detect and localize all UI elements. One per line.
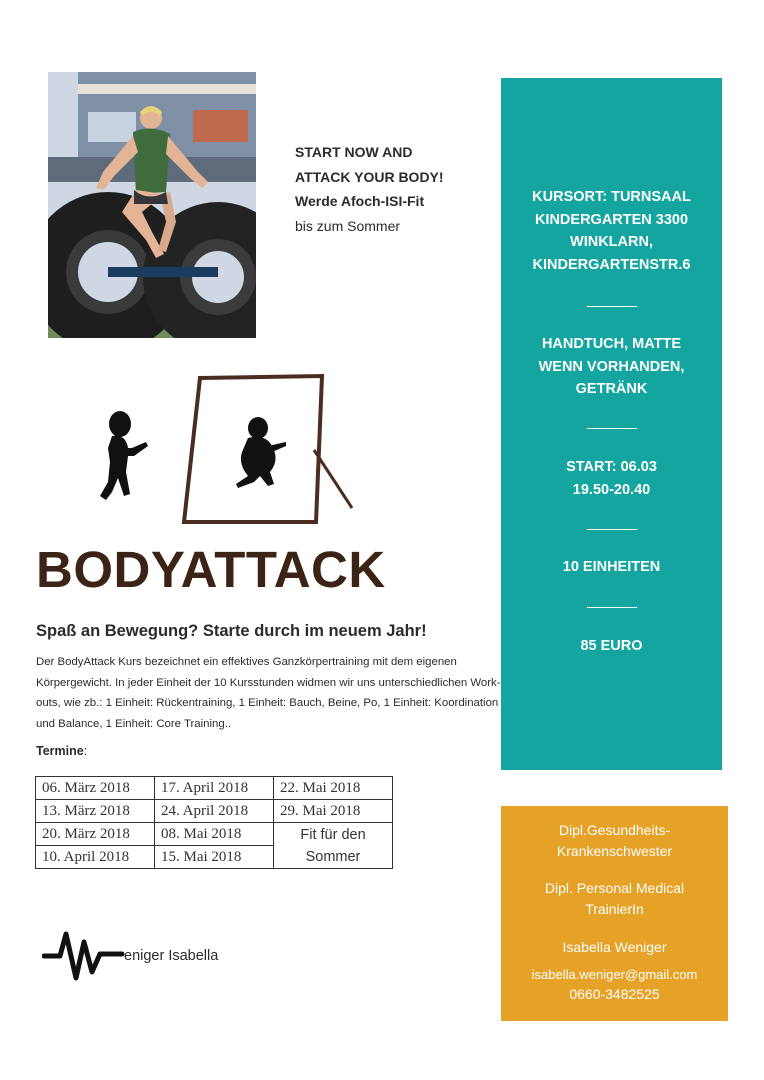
intro-line-3: Werde Afoch-ISI-Fit xyxy=(295,193,425,209)
table-row xyxy=(36,823,393,846)
location-line: KINDERGARTENSTR.6 xyxy=(532,256,691,273)
bring-line: HANDTUCH, MATTE xyxy=(541,336,682,352)
title-block-1 xyxy=(501,820,728,862)
divider xyxy=(587,607,637,608)
intro-line-2: ATTACK YOUR BODY! xyxy=(295,168,444,185)
hero-photo xyxy=(48,72,256,338)
sub-headline: Spaß an Bewegung? Starte durch im neuem Jahr! xyxy=(36,622,427,640)
title-line: Dipl.Gesundheits- xyxy=(558,822,671,838)
table-row xyxy=(36,777,393,800)
intro-text xyxy=(295,140,495,238)
intro-line-4: bis zum Sommer xyxy=(295,217,401,234)
fit-for-summer-cell xyxy=(274,823,393,869)
start-block xyxy=(501,456,722,501)
fit-line-1: Fit für den xyxy=(300,826,366,843)
title-line: Krankenschwester xyxy=(556,843,673,859)
course-description: Der BodyAttack Kurs bezeichnet ein effektives Ganzkörpertraining mit dem eigenen Körpergewicht. In jeder Einheit der 10 Kursstunden widmen wir uns unterschiedlichen Work-outs, wie zb.: 1 Einheit: Rückentraining, 1 Einheit: Bauch, Beine, Po, 1 Einheit: Koordination und Balance, 1 Einheit: Core Training.. xyxy=(36,656,501,730)
contact-email[interactable]: isabella.weniger@gmail.com xyxy=(531,967,698,982)
price: 85 EURO xyxy=(580,638,643,654)
start-line: 19.50-20.40 xyxy=(572,481,651,498)
fit-line-2: Sommer xyxy=(305,848,361,865)
bring-line: WENN VORHANDEN, xyxy=(538,358,685,375)
title-line: Dipl. Personal Medical xyxy=(544,880,685,896)
date-cell: 20. März 2018 xyxy=(36,823,155,846)
logo-text: eniger Isabella xyxy=(124,948,219,964)
date-cell: 24. April 2018 xyxy=(155,800,274,823)
date-cell: 06. März 2018 xyxy=(36,777,155,800)
location-line: WINKLARN, xyxy=(570,234,653,250)
mirror-illustration xyxy=(90,372,370,532)
contact-name: Isabella Weniger xyxy=(562,939,667,955)
units: 10 EINHEITEN xyxy=(562,559,661,575)
dates-label: Termine: xyxy=(36,744,88,758)
contact-panel xyxy=(501,806,728,1021)
date-cell: 17. April 2018 xyxy=(155,777,274,800)
bring-line: GETRÄNK xyxy=(575,381,648,397)
title-block-2 xyxy=(501,878,728,920)
divider xyxy=(587,306,637,307)
date-cell: 29. Mai 2018 xyxy=(274,800,393,823)
headline: BODYATTACK xyxy=(36,541,386,598)
start-line: START: 06.03 xyxy=(566,459,657,475)
title-line: TrainierIn xyxy=(585,901,644,917)
location-line: KINDERGARTEN 3300 xyxy=(534,211,689,228)
location-line: KURSORT: TURNSAAL xyxy=(532,189,691,205)
date-cell: 15. Mai 2018 xyxy=(155,846,274,869)
dates-label-text: Termine xyxy=(36,744,84,758)
course-info-panel xyxy=(501,78,722,770)
divider xyxy=(587,529,637,530)
table-row xyxy=(36,800,393,823)
contact-phone[interactable]: 0660-3482525 xyxy=(569,986,660,1002)
date-cell: 22. Mai 2018 xyxy=(274,777,393,800)
bring-block xyxy=(501,333,722,401)
date-cell: 10. April 2018 xyxy=(36,846,155,869)
location-block xyxy=(501,186,722,276)
date-cell: 08. Mai 2018 xyxy=(155,823,274,846)
divider xyxy=(587,428,637,429)
dates-table xyxy=(35,776,393,869)
date-cell: 13. März 2018 xyxy=(36,800,155,823)
intro-line-1: START NOW AND xyxy=(295,144,413,160)
